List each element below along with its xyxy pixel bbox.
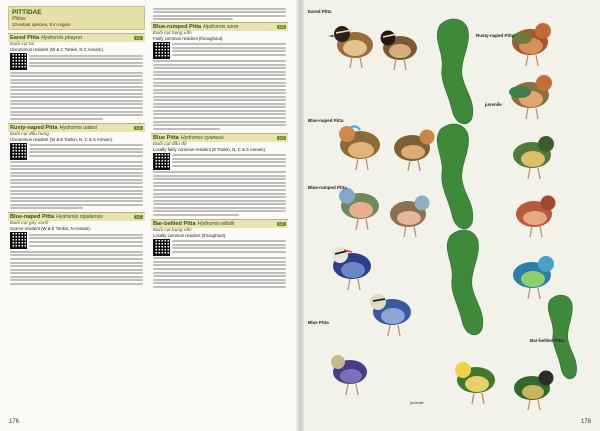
plate-label-juvenile: juvenile — [410, 400, 424, 405]
species-name — [10, 125, 134, 131]
species-heading — [151, 133, 288, 142]
plate-label-eared-pitta: Eared Pitta — [308, 9, 332, 14]
status-badge: LC — [136, 215, 141, 220]
vietnamese-name: Đuôi cụt bụng vằn — [153, 30, 192, 36]
family-name: PITTIDAE — [12, 9, 42, 16]
species-body — [8, 231, 145, 249]
vietnamese-name: Đuôi cụt gáy xanh — [10, 221, 49, 227]
qr-code[interactable] — [10, 232, 27, 249]
plate-label-rusty-naped-pitta: Rusty-naped Pitta — [476, 33, 515, 38]
page-number-right: 178 — [580, 419, 591, 425]
book-gutter — [296, 0, 304, 431]
species-body — [151, 41, 288, 59]
page-number-left: 176 — [9, 419, 20, 425]
description-text — [172, 239, 286, 256]
description-text — [151, 171, 288, 216]
qr-code[interactable] — [153, 42, 170, 59]
species-status: Scarce resident (W & E Tonkin, N Annam). — [10, 226, 91, 232]
family-header — [8, 6, 145, 30]
bird-plate — [300, 0, 600, 431]
status-badge: LC — [136, 36, 141, 40]
vietnamese-name: Đuôi cụt tai — [10, 42, 34, 47]
vietnamese-name: Đuôi cụt bụng vằn — [153, 227, 192, 233]
species-common-name: Bar-bellied Pitta — [153, 220, 196, 227]
species-name — [153, 221, 277, 227]
description-text — [151, 257, 288, 287]
species-body — [151, 238, 288, 256]
species-name — [10, 214, 134, 220]
qr-code[interactable] — [10, 53, 27, 70]
description-text — [29, 232, 143, 249]
species-common-name: Blue-rumped Pitta — [153, 23, 202, 30]
species-status: Locally common resident (throughout). — [153, 232, 227, 238]
plate-label-blue-pitta: Blue Pitta — [308, 320, 329, 325]
species-common-name: Rusty-naped Pitta — [10, 124, 58, 131]
species-heading — [151, 219, 288, 228]
plate-page — [300, 0, 600, 431]
species-status: Fairly common resident (throughout). — [153, 35, 224, 41]
vietnamese-name: Đuôi cụt đầu đỏ — [153, 141, 187, 147]
species-scientific-name: Hydrornis cyaneus — [180, 134, 224, 141]
species-status: Locally fairly common resident (E Tonkin, N, C & S Annam). — [153, 146, 267, 152]
qr-code[interactable] — [10, 143, 27, 160]
vietnamese-name: Đuôi cụt đầu hung — [10, 131, 49, 137]
status-badge: LC — [279, 24, 284, 29]
species-body — [151, 152, 288, 170]
text-column-2 — [151, 6, 288, 411]
species-heading — [8, 212, 145, 221]
species-common-name: Blue-naped Pitta — [10, 214, 55, 221]
species-scientific-name: Hydrornis phayrei — [41, 35, 82, 41]
species-heading — [151, 22, 288, 31]
plate-label-juvenile: juvenile — [485, 102, 502, 107]
description-text — [8, 161, 145, 209]
species-account — [8, 33, 145, 120]
species-account — [151, 22, 288, 130]
species-scientific-name: Hydrornis elliotii — [197, 220, 235, 227]
description-text — [29, 53, 143, 70]
plate-label-bar-bellied-pitta: Bar-bellied Pitta — [530, 338, 565, 343]
plate-label-blue-naped-pitta: Blue-naped Pitta — [308, 118, 344, 123]
blue-pitta-illustration — [331, 247, 411, 395]
rusty-naped-pitta-illustration — [509, 23, 552, 119]
species-common-name: Blue Pitta — [153, 134, 179, 141]
status-badge: LC — [279, 221, 284, 226]
species-scientific-name: Hydrornis nipalensis — [56, 214, 103, 221]
description-text — [8, 251, 145, 285]
species-status: Uncommon resident (W & C Tonkin, N C Annam). — [10, 47, 105, 52]
plate-label-blue-rumped-pitta: Blue-rumped Pitta — [308, 185, 347, 190]
text-columns — [8, 6, 288, 411]
species-common-name: Eared Pitta — [10, 35, 40, 41]
species-heading — [8, 123, 145, 132]
blue-rumped-pitta-illustration — [339, 188, 430, 237]
status-badge: LC — [279, 135, 284, 140]
description-text — [151, 8, 288, 21]
qr-code[interactable] — [153, 153, 170, 170]
blue-naped-pitta-illustration — [339, 126, 435, 171]
species-account — [151, 219, 288, 288]
species-name — [10, 35, 134, 41]
species-body — [8, 52, 145, 70]
status-badge: LC — [136, 125, 141, 130]
description-text — [172, 42, 286, 59]
species-account — [151, 133, 288, 216]
species-account — [8, 212, 145, 284]
description-text — [29, 143, 143, 160]
text-column-1 — [8, 6, 145, 411]
family-species-count: 10 extant species, 8 in region — [12, 22, 71, 27]
family-common-name: Pittas — [12, 16, 26, 22]
species-body — [8, 142, 145, 160]
range-maps — [437, 19, 576, 379]
species-name — [153, 135, 277, 141]
eared-pitta-illustration — [328, 26, 417, 70]
species-scientific-name: Hydrornis oatesi — [59, 124, 98, 131]
species-status: Uncommon resident (W & E Tonkin, N, C & S Annam). — [10, 136, 114, 142]
species-heading — [8, 33, 145, 42]
description-text — [151, 60, 288, 129]
species-scientific-name: Hydrornis soror — [203, 23, 239, 30]
species-account — [8, 123, 145, 210]
description-text — [8, 72, 145, 120]
species-name — [153, 24, 277, 30]
description-text — [172, 153, 286, 170]
qr-code[interactable] — [153, 239, 170, 256]
